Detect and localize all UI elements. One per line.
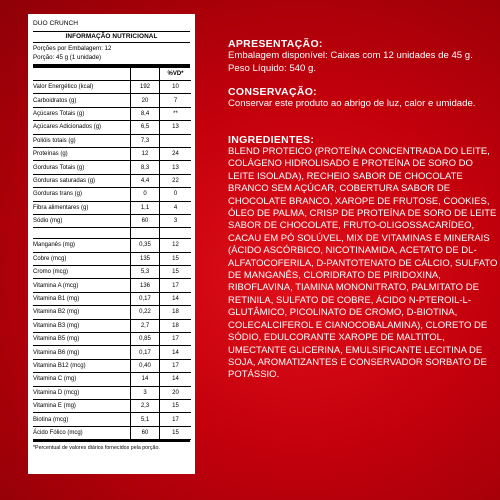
nutrient-daily-value: 4: [160, 201, 192, 214]
nutrient-value: 4,4: [131, 174, 160, 187]
nutrient-name: Vitamina B2 (mg): [33, 306, 131, 319]
ingredients-section: [228, 134, 498, 382]
nutrient-daily-value: 18: [160, 319, 192, 332]
nutrient-value: 2,3: [131, 399, 160, 412]
nutrient-value: 0,22: [131, 306, 160, 319]
nutrition-facts-panel: [28, 14, 195, 474]
vd-column-header: %VD*: [160, 68, 192, 81]
nutrient-daily-value: **: [160, 107, 192, 120]
nutrient-value: 60: [131, 426, 160, 439]
nutrient-name: Vitamina A (mcg): [33, 279, 131, 292]
nutrient-row: [33, 239, 191, 252]
nutrient-daily-value: 12: [160, 239, 192, 252]
nutrient-daily-value: 14: [160, 292, 192, 305]
nutrient-value: 5,1: [131, 413, 160, 426]
nutrient-row: [33, 306, 191, 319]
storage-text: Conservar este produto ao abrigo de luz, calor e umidade.: [228, 98, 476, 109]
nutrient-daily-value: 14: [160, 373, 192, 386]
nutrient-name: Vitamina B3 (mg): [33, 319, 131, 332]
nutrient-daily-value: 13: [160, 121, 192, 134]
presentation-section: [228, 38, 496, 75]
table-spacer-row: [33, 228, 191, 239]
nutrient-value: 0,85: [131, 333, 160, 346]
storage-title: CONSERVAÇÃO:: [228, 86, 317, 98]
ingredients-text: BLEND PROTEICO (PROTEÍNA CONCENTRADA DO LEITE, COLÁGENO HIDROLISADO E PROTEÍNA DE SORO DO LEITE ISOLADA), RECHEIO SABOR DE CHOCOLATE BRANCO SEM AÇÚCAR, COBERTURA SABOR DE CHOCOLATE BRANCO, XAROPE DE FRUTOSE, COOKIES, ÓLEO DE PALMA, CRISP DE PROTEÍNA DE SORO DE LEITE SABOR DE CHOCOLATE, FRUTO-OLIGOSSACARÍDEO, CACAU EM PÓ SOLÚVEL, MIX DE VITAMINAS E MINERAIS (ÁCIDO ASCÓRBICO, NICOTINAMIDA, ACETATO DE DL- ALFATOCOFERILA, D-PANTOTENATO DE CÁLCIO, SULFATO DE MANGANÊS, CLORIDRATO DE PIRIDOXINA, RIBOFLAVINA, TIAMINA MONONITRATO, PALMITATO DE RETINILA, SULFATO DE COBRE, ÁCIDO N-PTEROIL-L-GLUTÂMICO, PICOLINATO DE CROMO, D-BIOTINA, COLECALCIFEROL E CIANOCOBALAMINA), CLORETO DE SÓDIO, EDULCORANTE XAROPE DE MALTITOL, UMECTANTE GLICERINA, EMULSIFICANTE LECITINA DE SOJA, AROMATIZANTES E CONSERVADOR SORBATO DE POTÁSSIO.: [228, 146, 498, 381]
nutrient-row: [33, 333, 191, 346]
nutrient-daily-value: 0: [160, 188, 192, 201]
portion-size: Porção: 45 g (1 unidade): [33, 54, 102, 61]
nutrient-row: [33, 147, 191, 160]
nutrient-name: Vitamina B12 (mcg): [33, 359, 131, 372]
nutrient-value: 8,3: [131, 161, 160, 174]
nutrient-value: 14: [131, 373, 160, 386]
nutrient-row: [33, 413, 191, 426]
nutrient-row: [33, 359, 191, 372]
nutrient-value: 136: [131, 279, 160, 292]
nutrient-value: 135: [131, 252, 160, 265]
nutrient-name: Carboidratos (g): [33, 94, 131, 107]
nutrient-name: Fibra alimentares (g): [33, 201, 131, 214]
nutrient-value: 2,7: [131, 319, 160, 332]
nutrient-name: Cobre (mcg): [33, 252, 131, 265]
nutrient-daily-value: 24: [160, 147, 192, 160]
nutrient-value: 8,4: [131, 107, 160, 120]
nutrient-daily-value: 17: [160, 333, 192, 346]
nutrient-row: [33, 134, 191, 147]
nutrient-daily-value: 15: [160, 426, 192, 439]
table-header-row: [33, 68, 191, 81]
nutrient-row: [33, 319, 191, 332]
nutrient-value: 20: [131, 94, 160, 107]
nutrient-daily-value: 14: [160, 346, 192, 359]
nutrient-row: [33, 81, 191, 94]
nutrient-name: Ácido Fólico (mcg): [33, 426, 131, 439]
nutrient-daily-value: 18: [160, 306, 192, 319]
nutrient-value: 0,40: [131, 359, 160, 372]
nutrition-table: [33, 68, 191, 440]
presentation-text: Embalagem disponível: Caixas com 12 unidades de 45 g. Peso Líquido: 540 g.: [228, 50, 473, 74]
nutrient-row: [33, 94, 191, 107]
nutrient-name: Vitamina B1 (mg): [33, 292, 131, 305]
nutrient-value: 0,17: [131, 292, 160, 305]
nutrient-value: 60: [131, 214, 160, 227]
nutrient-daily-value: 20: [160, 386, 192, 399]
nutrient-daily-value: 17: [160, 359, 192, 372]
portions-per-package: Porções por Embalagem: 12: [33, 45, 112, 52]
presentation-title: APRESENTAÇÃO:: [228, 38, 323, 50]
nutrient-row: [33, 279, 191, 292]
nutrient-daily-value: 10: [160, 81, 192, 94]
nutrient-daily-value: 3: [160, 214, 192, 227]
nutrient-value: 7,3: [131, 134, 160, 147]
nutrition-table-title: INFORMAÇÃO NUTRICIONAL: [33, 31, 190, 42]
nutrient-daily-value: 17: [160, 279, 192, 292]
nutrient-name: Vitamina C (mg): [33, 373, 131, 386]
nutrient-name: Vitamina E (mg): [33, 399, 131, 412]
nutrient-row: [33, 214, 191, 227]
nutrient-name: Valor Energético (kcal): [33, 81, 131, 94]
nutrient-daily-value: [160, 134, 192, 147]
nutrient-name: Gorduras saturadas (g): [33, 174, 131, 187]
nutrient-name: Proteínas (g): [33, 147, 131, 160]
product-name: DUO CRUNCH: [33, 20, 79, 27]
ingredients-title: INGREDIENTES:: [228, 134, 315, 146]
nutrient-daily-value: 22: [160, 174, 192, 187]
nutrient-value: 0,35: [131, 239, 160, 252]
nutrient-name: Polióis totais (g): [33, 134, 131, 147]
storage-section: [228, 86, 496, 111]
nutrient-name: Gorduras Totais (g): [33, 161, 131, 174]
nutrient-row: [33, 161, 191, 174]
nutrient-name: Vitamina B5 (mg): [33, 333, 131, 346]
nutrient-value: 6,5: [131, 121, 160, 134]
nutrient-name: Vitamina D (mcg): [33, 386, 131, 399]
nutrient-daily-value: 17: [160, 413, 192, 426]
nutrient-row: [33, 292, 191, 305]
nutrient-name: Açúcares Totais (g): [33, 107, 131, 120]
nutrient-row: [33, 373, 191, 386]
nutrient-row: [33, 107, 191, 120]
nutrient-row: [33, 188, 191, 201]
nutrient-name: Açúcares Adicionados (g): [33, 121, 131, 134]
nutrient-value: 12: [131, 147, 160, 160]
nutrient-value: 0: [131, 188, 160, 201]
footnote: *Percentual de valores diários fornecidos pela porção.: [33, 440, 190, 451]
nutrient-name: Vitamina B6 (mg): [33, 346, 131, 359]
nutrient-value: 1,1: [131, 201, 160, 214]
nutrient-row: [33, 266, 191, 279]
nutrient-row: [33, 252, 191, 265]
nutrient-daily-value: 15: [160, 399, 192, 412]
nutrient-value: 3: [131, 386, 160, 399]
nutrient-daily-value: 15: [160, 266, 192, 279]
nutrient-name: Sódio (mg): [33, 214, 131, 227]
nutrient-row: [33, 399, 191, 412]
nutrient-name: Cromo (mcg): [33, 266, 131, 279]
portion-info: [33, 42, 190, 62]
nutrient-row: [33, 426, 191, 439]
nutrient-name: Gorduras trans (g): [33, 188, 131, 201]
nutrient-daily-value: 15: [160, 252, 192, 265]
nutrient-row: [33, 174, 191, 187]
nutrient-value: 5,3: [131, 266, 160, 279]
nutrient-daily-value: 13: [160, 161, 192, 174]
nutrient-value: 0,17: [131, 346, 160, 359]
nutrient-daily-value: 7: [160, 94, 192, 107]
nutrient-name: Manganês (mg): [33, 239, 131, 252]
nutrient-row: [33, 386, 191, 399]
nutrient-row: [33, 121, 191, 134]
nutrient-row: [33, 201, 191, 214]
nutrient-value: 192: [131, 81, 160, 94]
nutrient-name: Biotina (mcg): [33, 413, 131, 426]
nutrient-row: [33, 346, 191, 359]
